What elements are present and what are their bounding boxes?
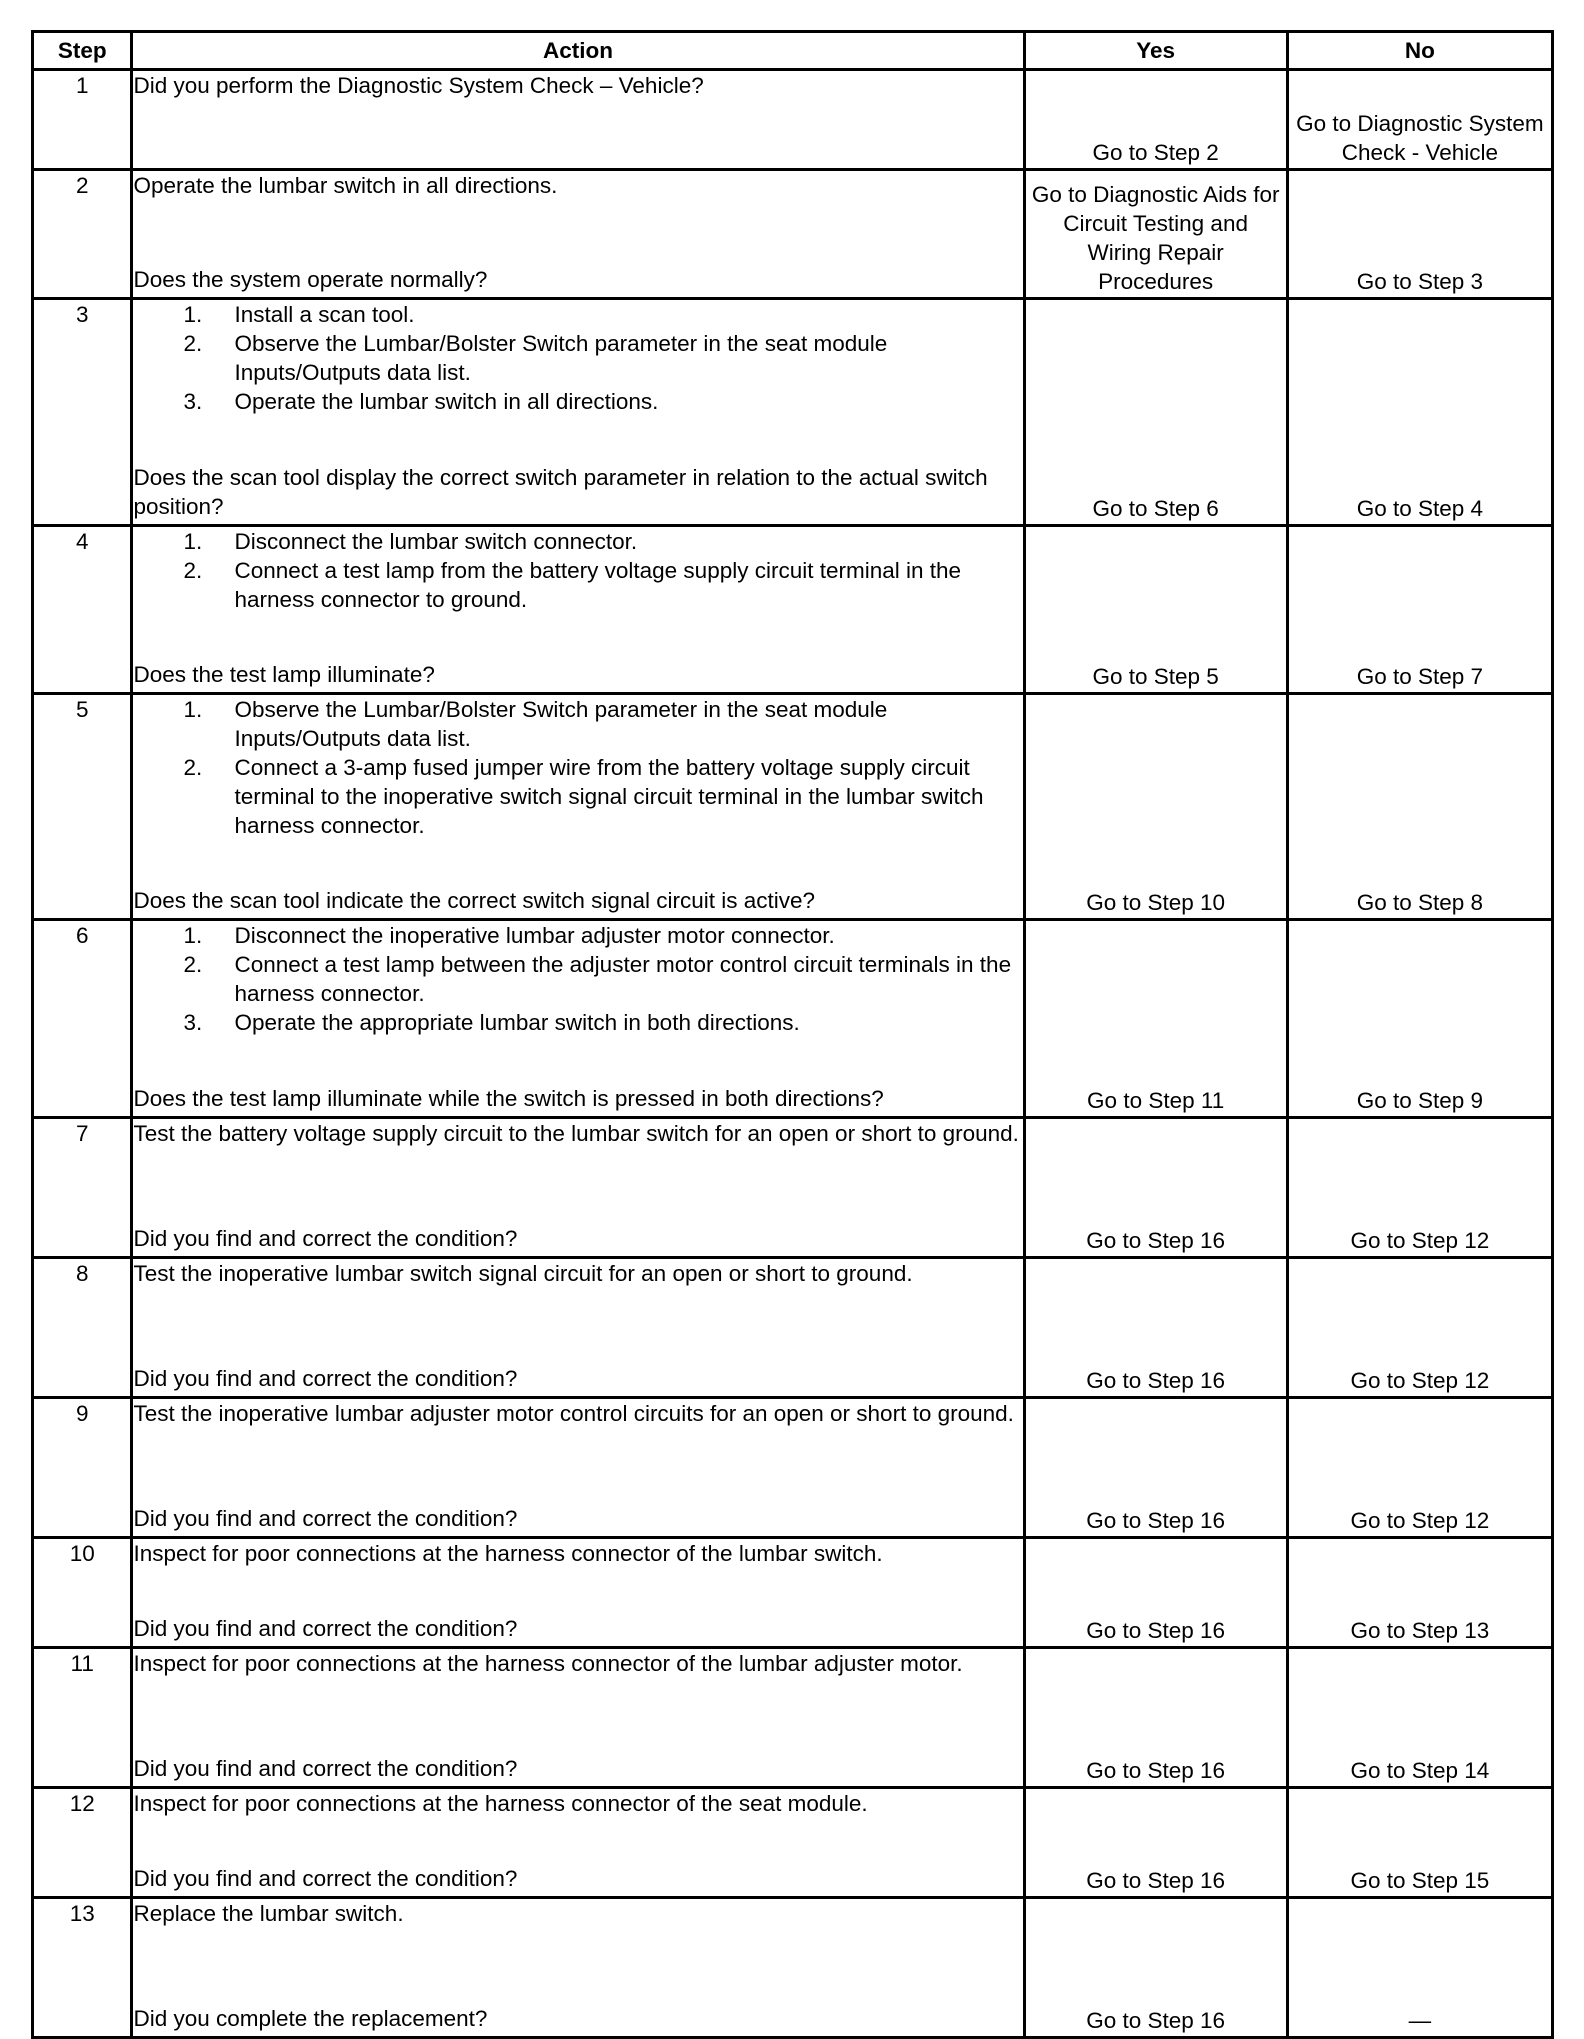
no-result: Go to Step 13 bbox=[1350, 1618, 1490, 1643]
no-cell bbox=[1287, 694, 1552, 920]
step-number: 8 bbox=[33, 1258, 132, 1398]
instruction-item bbox=[133, 1008, 1022, 1037]
action-cell bbox=[132, 920, 1024, 1118]
instruction-number: 1. bbox=[183, 529, 203, 554]
instruction-item bbox=[133, 950, 1022, 1008]
table-row bbox=[33, 70, 1553, 170]
yes-cell bbox=[1024, 526, 1287, 694]
yes-result: Go to Step 2 bbox=[1092, 140, 1219, 165]
instruction-text: Connect a 3-amp fused jumper wire from the battery voltage supply circuit terminal to the inoperative switch signal circuit terminal in the lumbar switch harness connector. bbox=[234, 755, 984, 838]
action-text: Replace the lumbar switch. bbox=[133, 1901, 404, 1926]
no-result: Go to Step 8 bbox=[1356, 890, 1484, 915]
instruction-text: Observe the Lumbar/Bolster Switch parameter in the seat module Inputs/Outputs data list. bbox=[234, 331, 888, 385]
action-text: Test the inoperative lumbar switch signal circuit for an open or short to ground. bbox=[133, 1261, 913, 1286]
table-body bbox=[33, 70, 1553, 2038]
step-number: 7 bbox=[33, 1118, 132, 1258]
instruction-item bbox=[133, 527, 1022, 556]
header-action: Action bbox=[132, 32, 1024, 70]
step-number: 13 bbox=[33, 1898, 132, 2038]
action-text: Inspect for poor connections at the harness connector of the lumbar switch. bbox=[133, 1541, 883, 1566]
table-row bbox=[33, 1258, 1553, 1398]
action-text: Inspect for poor connections at the harness connector of the seat module. bbox=[133, 1791, 868, 1816]
no-result: Go to Step 14 bbox=[1350, 1758, 1490, 1783]
instruction-item bbox=[133, 300, 1022, 329]
yes-result: Go to Step 16 bbox=[1086, 1758, 1226, 1783]
action-question: Did you find and correct the condition? bbox=[133, 1866, 518, 1891]
action-text: Did you perform the Diagnostic System Check – Vehicle? bbox=[133, 73, 704, 98]
header-yes: Yes bbox=[1024, 32, 1287, 70]
no-result: Go to Diagnostic System Check - Vehicle bbox=[1296, 111, 1544, 165]
instruction-text: Observe the Lumbar/Bolster Switch parameter in the seat module Inputs/Outputs data list. bbox=[234, 697, 888, 751]
instruction-list bbox=[133, 300, 1022, 416]
yes-result: Go to Step 6 bbox=[1092, 496, 1219, 521]
instruction-text: Disconnect the inoperative lumbar adjuster motor connector. bbox=[234, 923, 835, 948]
action-question: Did you find and correct the condition? bbox=[133, 1616, 518, 1641]
table-row bbox=[33, 299, 1553, 526]
no-cell bbox=[1287, 1118, 1552, 1258]
table-row bbox=[33, 1898, 1553, 2038]
step-number: 4 bbox=[33, 526, 132, 694]
yes-result: Go to Step 16 bbox=[1086, 1868, 1226, 1893]
no-cell bbox=[1287, 1788, 1552, 1898]
yes-result: Go to Step 16 bbox=[1086, 1368, 1226, 1393]
no-result: Go to Step 3 bbox=[1356, 269, 1484, 294]
instruction-number: 2. bbox=[183, 755, 203, 780]
yes-result: Go to Step 16 bbox=[1086, 1228, 1226, 1253]
table-row bbox=[33, 694, 1553, 920]
step-number: 11 bbox=[33, 1648, 132, 1788]
action-text: Operate the lumbar switch in all directions. bbox=[133, 173, 558, 198]
action-text: Inspect for poor connections at the harness connector of the lumbar adjuster motor. bbox=[133, 1651, 963, 1676]
action-cell bbox=[132, 526, 1024, 694]
header-no: No bbox=[1287, 32, 1552, 70]
instruction-text: Operate the lumbar switch in all directions. bbox=[234, 389, 659, 414]
yes-result: Go to Diagnostic Aids for Circuit Testing and Wiring Repair Procedures bbox=[1031, 182, 1280, 294]
instruction-item bbox=[133, 387, 1022, 416]
instruction-text: Connect a test lamp between the adjuster motor control circuit terminals in the harness connector. bbox=[234, 952, 1012, 1006]
instruction-number: 2. bbox=[183, 331, 203, 356]
yes-cell bbox=[1024, 1648, 1287, 1788]
table-row bbox=[33, 920, 1553, 1118]
instruction-number: 2. bbox=[183, 558, 203, 583]
diagnostic-table bbox=[31, 30, 1554, 2039]
instruction-text: Disconnect the lumbar switch connector. bbox=[234, 529, 638, 554]
instruction-list bbox=[133, 695, 1022, 840]
yes-result: Go to Step 11 bbox=[1087, 1088, 1225, 1113]
action-question: Does the test lamp illuminate? bbox=[133, 662, 435, 687]
table-row bbox=[33, 1648, 1553, 1788]
no-result: Go to Step 12 bbox=[1350, 1228, 1490, 1253]
instruction-item bbox=[133, 329, 1022, 387]
yes-result: Go to Step 16 bbox=[1086, 1618, 1226, 1643]
no-cell bbox=[1287, 920, 1552, 1118]
action-cell bbox=[132, 170, 1024, 299]
no-cell bbox=[1287, 1398, 1552, 1538]
yes-cell bbox=[1024, 170, 1287, 299]
action-question: Does the scan tool display the correct switch parameter in relation to the actual switch position? bbox=[133, 465, 988, 519]
action-question: Did you find and correct the condition? bbox=[133, 1226, 518, 1251]
no-result: Go to Step 15 bbox=[1350, 1868, 1490, 1893]
no-result: Go to Step 12 bbox=[1350, 1508, 1490, 1533]
yes-cell bbox=[1024, 70, 1287, 170]
action-cell bbox=[132, 299, 1024, 526]
no-cell bbox=[1287, 170, 1552, 299]
no-cell bbox=[1287, 70, 1552, 170]
instruction-list bbox=[133, 921, 1022, 1037]
instruction-number: 1. bbox=[183, 697, 203, 722]
yes-cell bbox=[1024, 299, 1287, 526]
instruction-text: Connect a test lamp from the battery voltage supply circuit terminal in the harness connector to ground. bbox=[234, 558, 962, 612]
instruction-number: 3. bbox=[183, 389, 203, 414]
action-cell bbox=[132, 1648, 1024, 1788]
action-question: Does the test lamp illuminate while the switch is pressed in both directions? bbox=[133, 1086, 884, 1111]
action-cell bbox=[132, 1118, 1024, 1258]
instruction-number: 2. bbox=[183, 952, 203, 977]
action-cell bbox=[132, 694, 1024, 920]
no-cell bbox=[1287, 299, 1552, 526]
no-cell bbox=[1287, 1648, 1552, 1788]
header-row bbox=[33, 32, 1553, 70]
no-result: Go to Step 9 bbox=[1356, 1088, 1484, 1113]
instruction-text: Operate the appropriate lumbar switch in both directions. bbox=[234, 1010, 800, 1035]
no-cell bbox=[1287, 1538, 1552, 1648]
action-cell bbox=[132, 1788, 1024, 1898]
no-result: Go to Step 12 bbox=[1350, 1368, 1490, 1393]
action-cell bbox=[132, 1398, 1024, 1538]
yes-cell bbox=[1024, 1258, 1287, 1398]
yes-result: Go to Step 5 bbox=[1092, 664, 1219, 689]
table-row bbox=[33, 170, 1553, 299]
table-row bbox=[33, 1538, 1553, 1648]
yes-cell bbox=[1024, 1118, 1287, 1258]
instruction-number: 1. bbox=[183, 923, 203, 948]
instruction-number: 1. bbox=[183, 302, 203, 327]
step-number: 6 bbox=[33, 920, 132, 1118]
yes-result: Go to Step 16 bbox=[1086, 1508, 1226, 1533]
table-row bbox=[33, 526, 1553, 694]
table-row bbox=[33, 1788, 1553, 1898]
instruction-item bbox=[133, 921, 1022, 950]
step-number: 2 bbox=[33, 170, 132, 299]
step-number: 9 bbox=[33, 1398, 132, 1538]
no-result: Go to Step 7 bbox=[1356, 664, 1484, 689]
action-cell bbox=[132, 70, 1024, 170]
action-cell bbox=[132, 1898, 1024, 2038]
step-number: 3 bbox=[33, 299, 132, 526]
no-cell bbox=[1287, 1898, 1552, 2038]
action-question: Did you find and correct the condition? bbox=[133, 1506, 518, 1531]
step-number: 1 bbox=[33, 70, 132, 170]
action-question: Did you find and correct the condition? bbox=[133, 1756, 518, 1781]
no-cell bbox=[1287, 526, 1552, 694]
action-cell bbox=[132, 1258, 1024, 1398]
instruction-list bbox=[133, 527, 1022, 614]
no-result: — bbox=[1408, 2008, 1432, 2033]
step-number: 12 bbox=[33, 1788, 132, 1898]
action-cell bbox=[132, 1538, 1024, 1648]
yes-cell bbox=[1024, 694, 1287, 920]
yes-result: Go to Step 16 bbox=[1086, 2008, 1226, 2033]
step-number: 5 bbox=[33, 694, 132, 920]
action-question: Does the system operate normally? bbox=[133, 267, 488, 292]
action-text: Test the inoperative lumbar adjuster motor control circuits for an open or short to ground. bbox=[133, 1401, 1014, 1426]
no-cell bbox=[1287, 1258, 1552, 1398]
yes-result: Go to Step 10 bbox=[1086, 890, 1226, 915]
table-row bbox=[33, 1118, 1553, 1258]
action-text: Test the battery voltage supply circuit to the lumbar switch for an open or short to ground. bbox=[133, 1121, 1019, 1146]
instruction-item bbox=[133, 695, 1022, 753]
instruction-item bbox=[133, 556, 1022, 614]
instruction-text: Install a scan tool. bbox=[234, 302, 415, 327]
table-row bbox=[33, 1398, 1553, 1538]
yes-cell bbox=[1024, 1398, 1287, 1538]
action-question: Did you complete the replacement? bbox=[133, 2006, 488, 2031]
instruction-number: 3. bbox=[183, 1010, 203, 1035]
yes-cell bbox=[1024, 1788, 1287, 1898]
yes-cell bbox=[1024, 1538, 1287, 1648]
header-step: Step bbox=[33, 32, 132, 70]
step-number: 10 bbox=[33, 1538, 132, 1648]
action-question: Does the scan tool indicate the correct switch signal circuit is active? bbox=[133, 888, 816, 913]
yes-cell bbox=[1024, 1898, 1287, 2038]
action-question: Did you find and correct the condition? bbox=[133, 1366, 518, 1391]
instruction-item bbox=[133, 753, 1022, 840]
no-result: Go to Step 4 bbox=[1356, 496, 1484, 521]
yes-cell bbox=[1024, 920, 1287, 1118]
